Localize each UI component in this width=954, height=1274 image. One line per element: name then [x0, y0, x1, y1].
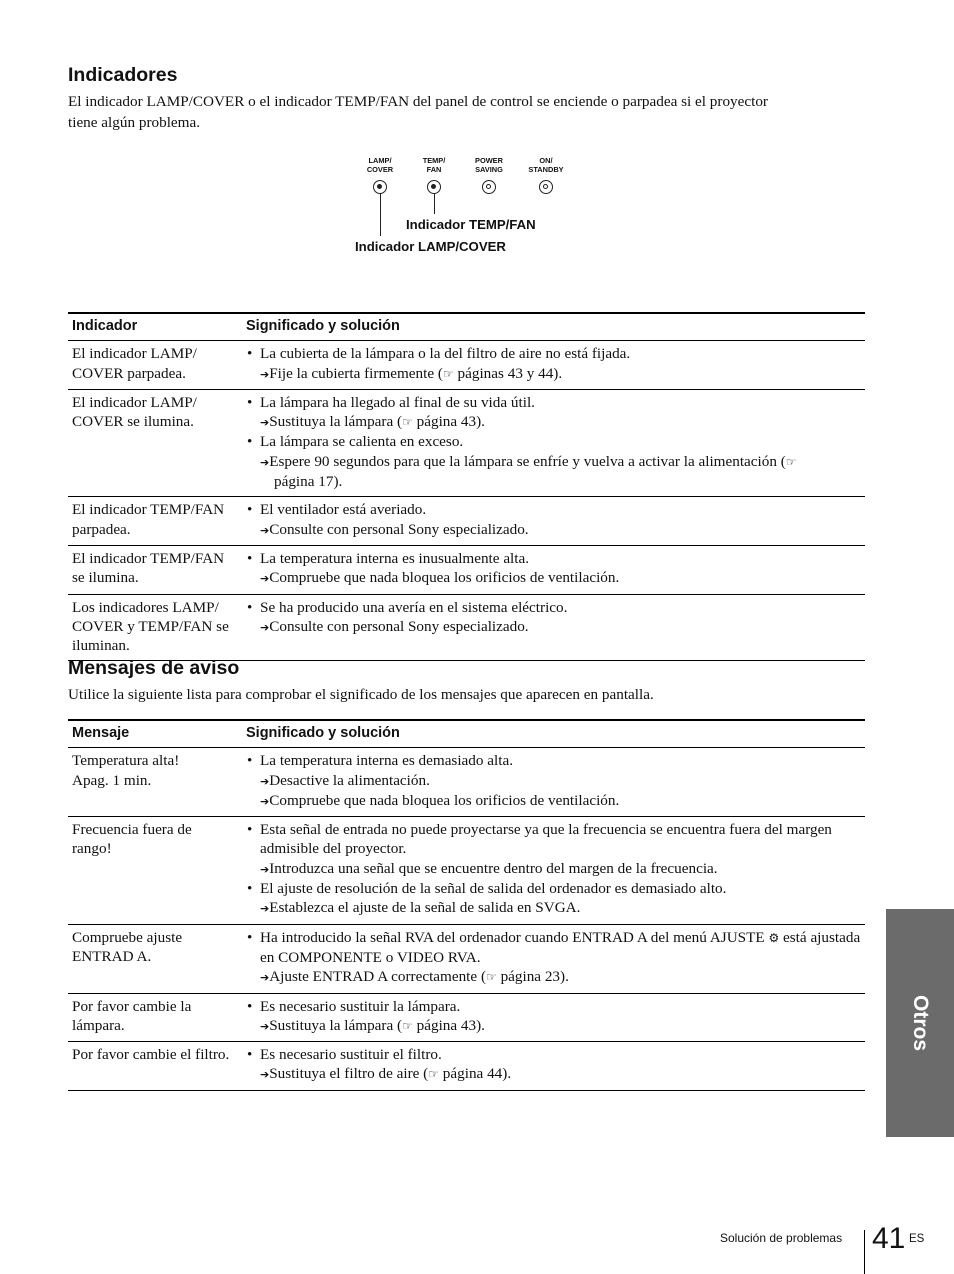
pointing-hand-icon: ☞: [785, 454, 797, 469]
solution-item: ➔Consulte con personal Sony especializado.: [260, 520, 529, 538]
arrow-right-icon: ➔: [260, 971, 270, 985]
table-row: [68, 817, 865, 924]
intro-line: El indicador LAMP/COVER o el indicador TEMP/FAN del panel de control se enciende o parpadea si el proyector: [68, 93, 768, 110]
cause-item: • Ha introducido la señal RVA del ordenador cuando ENTRAD A del menú AJUSTE ⚙ está ajustada en COMPONENTE o VIDEO RVA.: [246, 928, 861, 968]
on-standby-led-icon: [539, 180, 553, 194]
table-row: [68, 748, 865, 817]
solution-item: ➔Compruebe que nada bloquea los orificios de ventilación.: [260, 569, 620, 587]
arrow-right-icon: ➔: [260, 572, 270, 586]
arrow-right-icon: ➔: [260, 794, 270, 808]
solution-item: ➔Ajuste ENTRAD A correctamente (☞ página 23).: [260, 968, 569, 986]
intro-line: tiene algún problema.: [68, 114, 201, 131]
solution-item: ➔Introduzca una señal que se encuentre dentro del margen de la frecuencia.: [260, 859, 718, 877]
arrow-right-icon: ➔: [260, 1068, 270, 1082]
solution-cell: [242, 993, 865, 1042]
solution-item: ➔Compruebe que nada bloquea los orificios de ventilación.: [260, 791, 620, 809]
callout-line-temp-fan: [434, 194, 435, 214]
cause-item: • Es necesario sustituir la lámpara.: [246, 997, 861, 1016]
table-row: [68, 545, 865, 594]
table-row: [68, 1042, 865, 1091]
table-row: [68, 497, 865, 546]
cause-item: • Esta señal de entrada no puede proyectarse ya que la frecuencia se encuentra fuera del margen admisible del proyector.: [246, 820, 861, 859]
solution-item: ➔Establezca el ajuste de la señal de salida en SVGA.: [260, 899, 581, 917]
arrow-right-icon: ➔: [260, 416, 270, 430]
section-heading-mensajes: Mensajes de aviso: [68, 657, 240, 679]
control-panel-diagram: [355, 150, 595, 270]
message-cell: Compruebe ajuste ENTRAD A.: [68, 924, 242, 993]
arrow-right-icon: ➔: [260, 620, 270, 634]
indicator-cell: El indicador TEMP/FAN parpadea.: [68, 497, 242, 546]
solution-cell: [242, 748, 865, 817]
chapter-tab-label: Otros: [909, 994, 932, 1052]
panel-label-power-saving: POWER SAVING: [475, 156, 503, 174]
setup-menu-icon: ⚙: [768, 930, 780, 945]
solution-cell: [242, 545, 865, 594]
solution-item: ➔Desactive la alimentación.: [260, 771, 430, 789]
power-saving-led-icon: [482, 180, 496, 194]
solution-item: ➔Fije la cubierta firmemente (☞ páginas 43 y 44).: [260, 364, 563, 382]
cause-item: • La temperatura interna es inusualmente alta.: [246, 549, 861, 568]
table-header-significado: Significado y solución: [242, 313, 865, 341]
callout-temp-fan: Indicador TEMP/FAN: [406, 217, 536, 232]
table-row: [68, 924, 865, 993]
pointing-hand-icon: ☞: [402, 415, 413, 430]
cause-item: • La lámpara se calienta en exceso.: [246, 432, 861, 451]
pointing-hand-icon: ☞: [428, 1067, 439, 1082]
callout-line-lamp-cover: [380, 194, 381, 236]
section-heading-indicadores: Indicadores: [68, 64, 178, 86]
page-number: 41: [872, 1222, 906, 1255]
solution-cell: [242, 389, 865, 496]
cause-item: • La temperatura interna es demasiado alta.: [246, 751, 861, 770]
panel-label-lamp-cover: LAMP/ COVER: [366, 156, 394, 174]
table-row: [68, 993, 865, 1042]
solution-item: ➔Sustituya el filtro de aire (☞ página 44).: [260, 1065, 512, 1083]
solution-item: ➔Sustituya la lámpara (☞ página 43).: [260, 1016, 485, 1034]
table-row: [68, 389, 865, 496]
cause-item: • El ventilador está averiado.: [246, 500, 861, 519]
solution-cell: [242, 817, 865, 924]
indicator-cell: Los indicadores LAMP/ COVER y TEMP/FAN se iluminan.: [68, 594, 242, 661]
footer-divider: [864, 1230, 865, 1274]
language-code: ES: [909, 1233, 925, 1245]
arrow-right-icon: ➔: [260, 367, 270, 381]
cause-item: • Se ha producido una avería en el sistema eléctrico.: [246, 598, 861, 617]
panel-label-on-standby: ON/ STANDBY: [528, 156, 564, 174]
table-row: [68, 594, 865, 661]
arrow-right-icon: ➔: [260, 774, 270, 788]
arrow-right-icon: ➔: [260, 862, 270, 876]
solution-cell: [242, 341, 865, 390]
indicator-table: [68, 312, 865, 661]
chapter-tab: [886, 909, 954, 1137]
solution-item: ➔Espere 90 segundos para que la lámpara se enfríe y vuelva a activar la alimentación (☞ página 17).: [260, 452, 797, 491]
indicator-cell: El indicador LAMP/ COVER parpadea.: [68, 341, 242, 390]
indicator-cell: El indicador TEMP/FAN se ilumina.: [68, 545, 242, 594]
lamp-cover-led-icon: [373, 180, 387, 194]
cause-item: • La cubierta de la lámpara o la del filtro de aire no está fijada.: [246, 344, 861, 363]
cause-item: • Es necesario sustituir el filtro.: [246, 1045, 861, 1064]
solution-item: ➔Sustituya la lámpara (☞ página 43).: [260, 413, 485, 431]
arrow-right-icon: ➔: [260, 1019, 270, 1033]
message-cell: Temperatura alta! Apag. 1 min.: [68, 748, 242, 817]
section-intro: Utilice la siguiente lista para comprobar el significado de los mensajes que aparecen en pantalla.: [68, 686, 654, 703]
cause-item: • El ajuste de resolución de la señal de salida del ordenador es demasiado alto.: [246, 879, 861, 898]
message-cell: Por favor cambie el filtro.: [68, 1042, 242, 1091]
pointing-hand-icon: ☞: [486, 970, 497, 985]
pointing-hand-icon: ☞: [442, 366, 454, 381]
panel-label-temp-fan: TEMP/ FAN: [422, 156, 446, 174]
pointing-hand-icon: ☞: [402, 1018, 413, 1033]
table-header-significado: Significado y solución: [242, 720, 865, 748]
solution-cell: [242, 497, 865, 546]
solution-cell: [242, 594, 865, 661]
temp-fan-led-icon: [427, 180, 441, 194]
indicator-cell: El indicador LAMP/ COVER se ilumina.: [68, 389, 242, 496]
section-intro: [68, 91, 868, 133]
message-cell: Frecuencia fuera de rango!: [68, 817, 242, 924]
table-header-indicador: Indicador: [68, 313, 242, 341]
arrow-right-icon: ➔: [260, 902, 270, 916]
arrow-right-icon: ➔: [260, 523, 270, 537]
solution-cell: [242, 1042, 865, 1091]
footer-section-title: Solución de problemas: [720, 1231, 843, 1245]
table-header-mensaje: Mensaje: [68, 720, 242, 748]
message-cell: Por favor cambie la lámpara.: [68, 993, 242, 1042]
table-row: [68, 341, 865, 390]
callout-lamp-cover: Indicador LAMP/COVER: [355, 239, 506, 254]
cause-item: • La lámpara ha llegado al final de su vida útil.: [246, 393, 861, 412]
solution-item: ➔Consulte con personal Sony especializado.: [260, 617, 529, 635]
solution-cell: [242, 924, 865, 993]
arrow-right-icon: ➔: [260, 455, 270, 469]
message-table: [68, 719, 865, 1091]
